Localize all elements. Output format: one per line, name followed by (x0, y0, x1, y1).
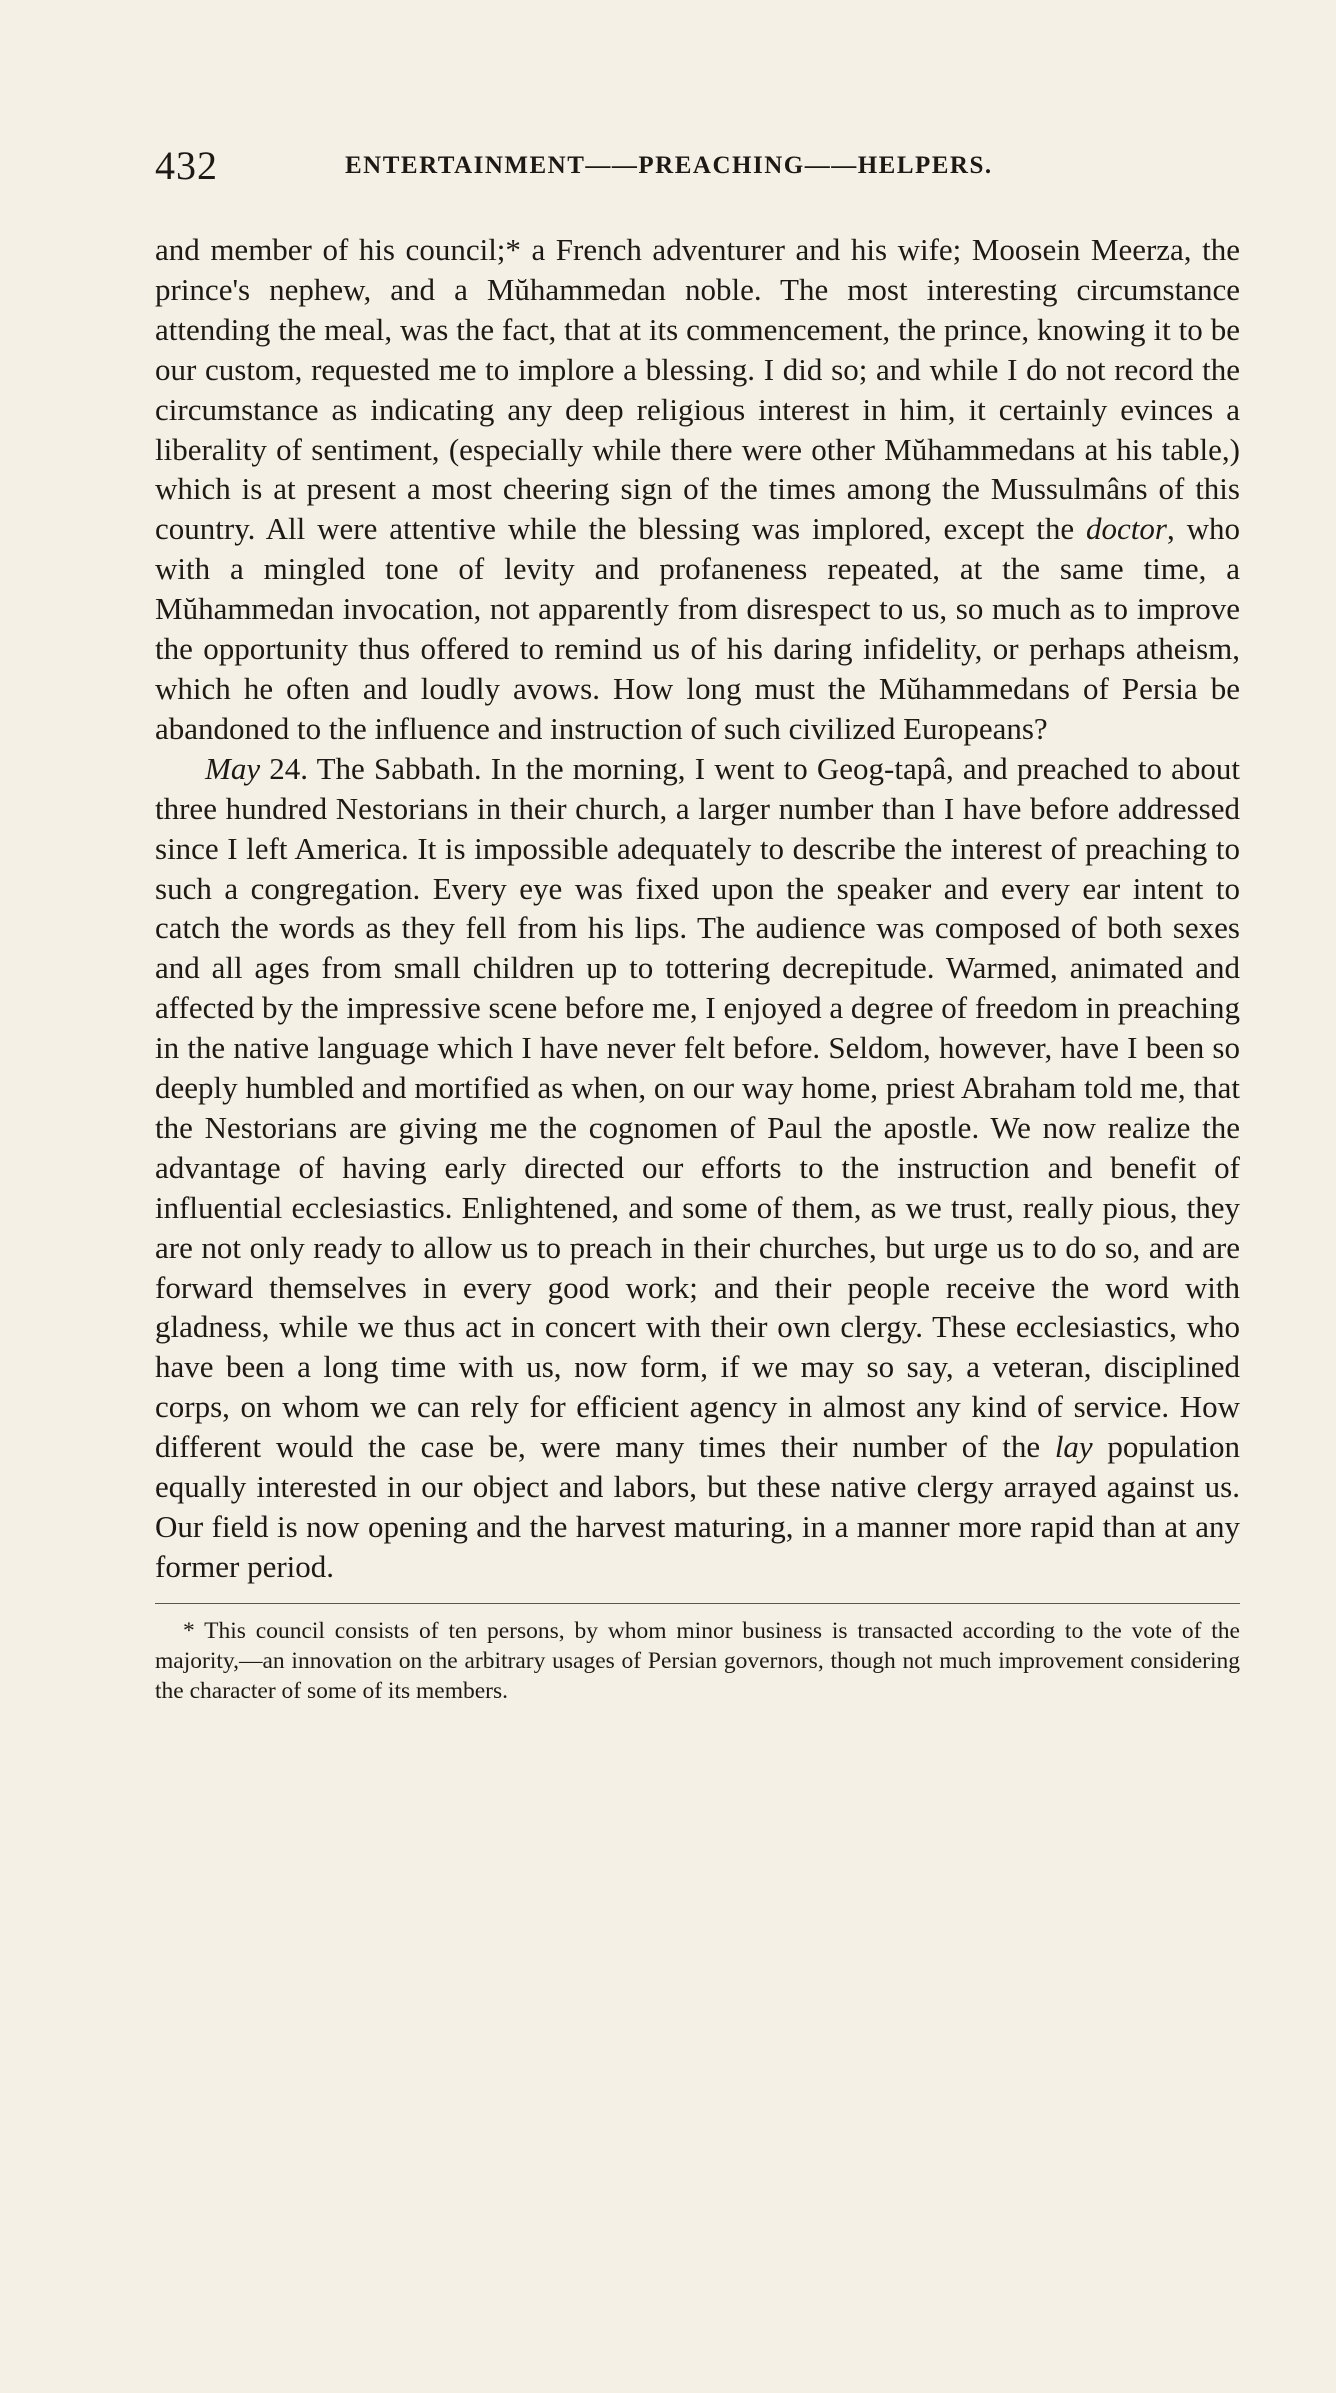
italic-doctor: doctor (1086, 511, 1167, 547)
footnote: * This council consists of ten persons, by whom minor business is transacted according to the vote of the majority,—an innovation on the arbitrary usages of Persian governors, though not much improvement considering the character of some of its members. (155, 1617, 1240, 1704)
paragraph-2 (155, 749, 1240, 1587)
page-number: 432 (155, 143, 218, 188)
book-page (155, 142, 1240, 1706)
italic-lay: lay (1054, 1429, 1093, 1465)
paragraph-1 (155, 230, 1240, 749)
paragraph-2-text-b: population equally interested in our object and labors, but these native clergy arrayed against us. Our field is now opening and the harvest maturing, in a manner more rapid than at any former period. (155, 1429, 1240, 1584)
date-may: May (205, 750, 261, 786)
paragraph-1-text-a: and member of his council;* a French adventurer and his wife; Moosein Meerza, the prince's nephew, and a Mŭhammedan noble. The most interesting circumstance attending the meal, was the fact, that at its commencement, the prince, knowing it to be our custom, requested me to implore a blessing. I did so; and while I do not record the circumstance as indicating any deep religious interest in him, it certainly evinces a liberality of sentiment, (especially while there were other Mŭhammedans at his table,) which is at present a most cheering sign of the times among the Mussulmâns of this country. All were attentive while the blessing was implored, except the (155, 232, 1240, 547)
paragraph-2-text-a: 24. The Sabbath. In the morning, I went to Geog-tapâ, and preached to about three hundred Nestorians in their church, a larger number than I have before addressed since I left America. It is impossible adequately to describe the interest of preaching to such a congregation. Every eye was fixed upon the speaker and every ear intent to catch the words as they fell from his lips. The audience was composed of both sexes and all ages from small children up to tottering decrepitude. Warmed, animated and affected by the impressive scene before me, I enjoyed a degree of freedom in preaching in the native language which I have never felt before. Seldom, however, have I been so deeply humbled and mortified as when, on our way home, priest Abraham told me, that the Nestorians are giving me the cognomen of Paul the apostle. We now realize the advantage of having early directed our efforts to the instruction and benefit of influential ecclesiastics. Enlightened, and some of them, as we trust, really pious, they are not only ready to allow us to preach in their churches, but urge us to do so, and are forward themselves in every good work; and their people receive the word with gladness, while we thus act in concert with their own clergy. These ecclesiastics, who have been a long time with us, now form, if we may so say, a veteran, disciplined corps, on whom we can rely for efficient agency in almost any kind of service. How different would the case be, were many times their number of the (155, 750, 1240, 1465)
footnote-divider (155, 1603, 1240, 1604)
running-head: ENTERTAINMENT——PREACHING——HELPERS. (345, 152, 993, 179)
page-header (155, 142, 1240, 192)
body-text (155, 230, 1240, 1587)
paragraph-1-text-b: , who with a mingled tone of levity and profaneness repeated, at the same time, a Mŭhammedan invocation, not apparently from disrespect to us, so much as to improve the opportunity thus offered to remind us of his daring infidelity, or perhaps atheism, which he often and loudly avows. How long must the Mŭhammedans of Persia be abandoned to the influence and instruction of such civilized Europeans? (155, 511, 1241, 746)
